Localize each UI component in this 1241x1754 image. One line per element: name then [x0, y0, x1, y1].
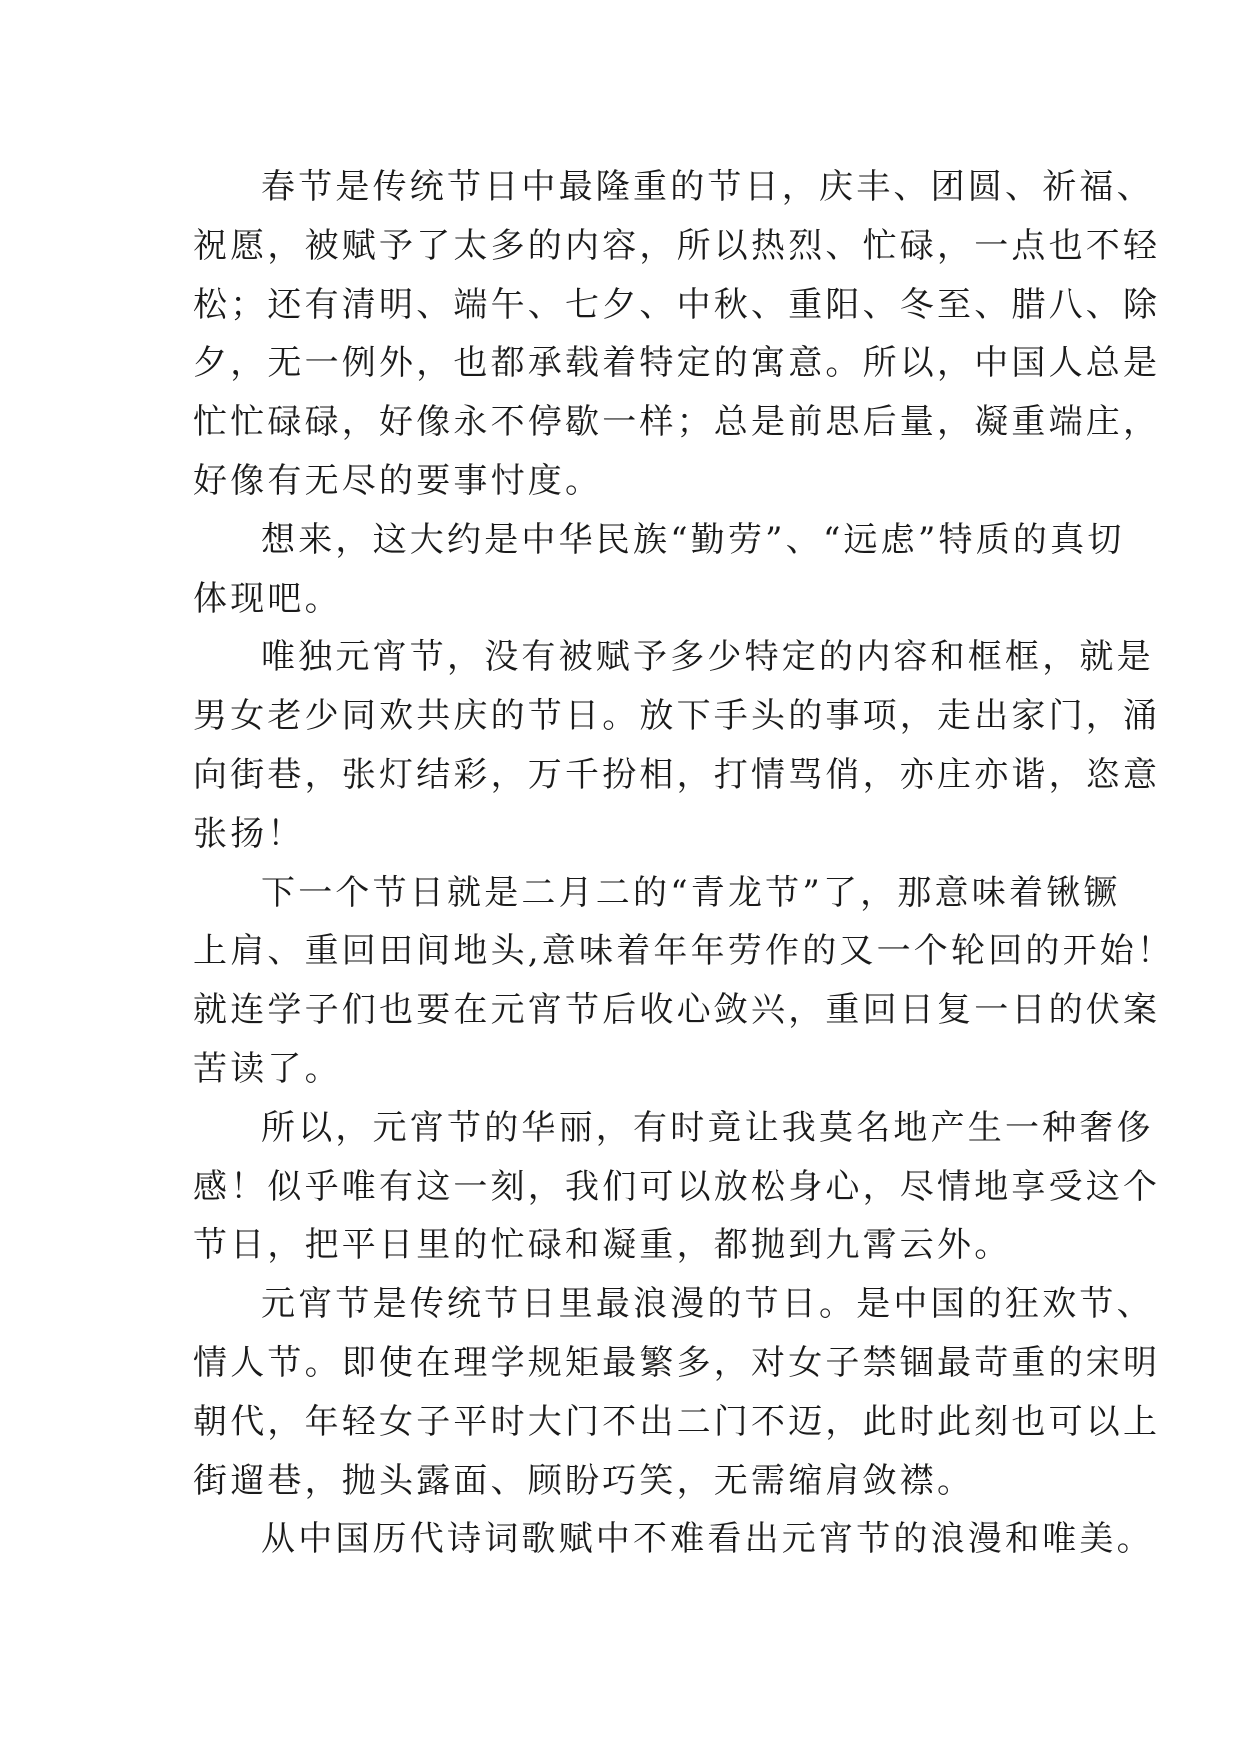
- paragraph-line: 向街巷，张灯结彩，万千扮相，打情骂俏，亦庄亦谐，恣意: [193, 754, 1161, 795]
- paragraph-line: 苦读了。: [193, 1048, 342, 1089]
- paragraph-poetry: [193, 1510, 1154, 1569]
- paragraph-line: 唯独元宵节，没有被赋予多少特定的内容和框框，就是: [261, 637, 1154, 678]
- paragraph-line: 下一个节日就是二月二的“青龙节”了，那意味着锹镢: [261, 872, 1121, 913]
- paragraph-lantern-festival: [193, 628, 1161, 863]
- paragraph-line: 就连学子们也要在元宵节后收心敛兴，重回日复一日的伏案: [193, 990, 1161, 1031]
- paragraph-spring-festival: [193, 158, 1161, 511]
- paragraph-diligence: [193, 511, 1125, 629]
- paragraph-romance: [193, 1275, 1161, 1510]
- paragraph-line: 街遛巷，抛头露面、顾盼巧笑，无需缩肩敛襟。: [193, 1460, 975, 1501]
- paragraph-line: 想来，这大约是中华民族“勤劳”、“远虑”特质的真切: [261, 519, 1125, 560]
- paragraph-line: 节日，把平日里的忙碌和凝重，都抛到九霄云外。: [193, 1225, 1012, 1266]
- paragraph-line: 上肩、重回田间地头,意味着年年劳作的又一个轮回的开始！: [193, 931, 1175, 972]
- paragraph-line: 体现吧。: [193, 578, 342, 619]
- paragraph-line: 祝愿，被赋予了太多的内容，所以热烈、忙碌，一点也不轻: [193, 225, 1161, 266]
- paragraph-luxury: [193, 1099, 1161, 1275]
- paragraph-line: 松；还有清明、端午、七夕、中秋、重阳、冬至、腊八、除: [193, 284, 1161, 325]
- paragraph-line: 春节是传统节日中最隆重的节日，庆丰、团圆、祈福、: [261, 167, 1154, 207]
- paragraph-line: 所以，元宵节的华丽，有时竟让我莫名地产生一种奢侈: [261, 1107, 1154, 1148]
- paragraph-line: 情人节。即使在理学规矩最繁多，对女子禁锢最苛重的宋明: [193, 1342, 1161, 1383]
- paragraph-line: 张扬！: [193, 813, 305, 854]
- paragraph-line: 男女老少同欢共庆的节日。放下手头的事项，走出家门，涌: [193, 696, 1161, 737]
- paragraph-line: 感！似乎唯有这一刻，我们可以放松身心，尽情地享受这个: [193, 1166, 1161, 1207]
- paragraph-line: 好像有无尽的要事忖度。: [193, 460, 603, 501]
- paragraph-line: 夕，无一例外，也都承载着特定的寓意。所以，中国人总是: [193, 343, 1161, 384]
- paragraph-line: 忙忙碌碌，好像永不停歇一样；总是前思后量，凝重端庄，: [193, 402, 1161, 443]
- paragraph-dragon-festival: [193, 864, 1175, 1099]
- document-body: [193, 158, 1175, 1569]
- paragraph-line: 元宵节是传统节日里最浪漫的节日。是中国的狂欢节、: [261, 1284, 1154, 1325]
- paragraph-line: 朝代，年轻女子平时大门不出二门不迈，此时此刻也可以上: [193, 1401, 1161, 1442]
- paragraph-line: 从中国历代诗词歌赋中不难看出元宵节的浪漫和唯美。: [261, 1519, 1154, 1560]
